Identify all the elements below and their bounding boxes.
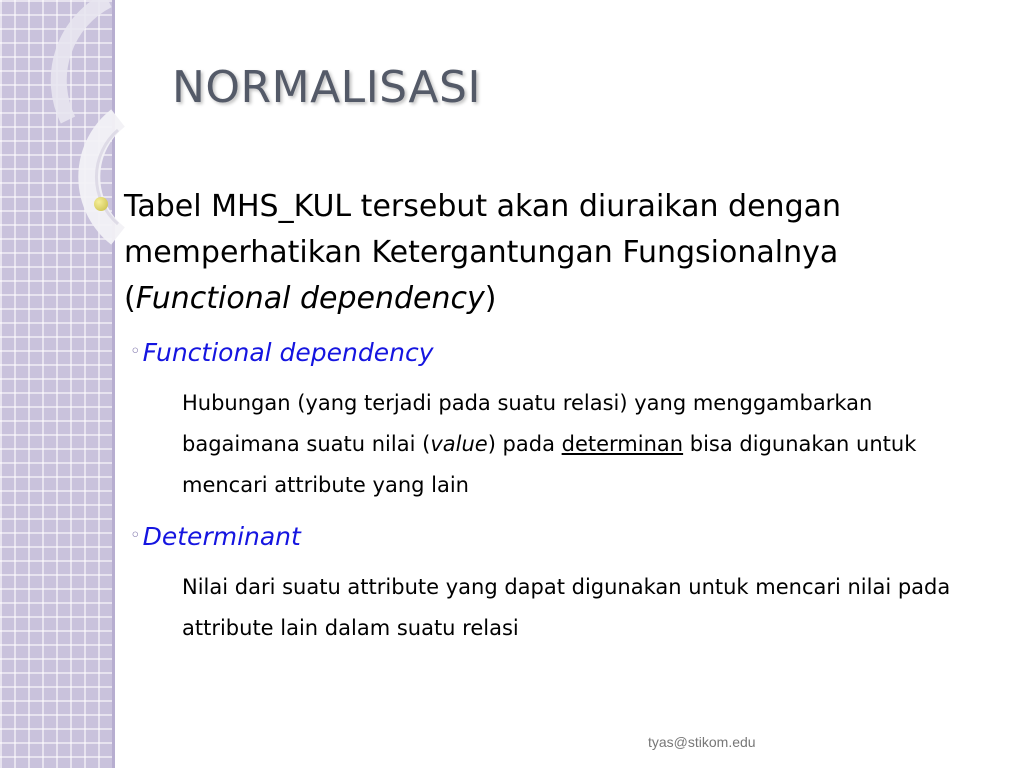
determinant-description: Nilai dari suatu attribute yang dapat digunakan untuk mencari nilai pada attribute lain dalam suatu relasi: [182, 575, 951, 640]
subbullet-heading: Functional dependency: [142, 338, 434, 367]
ring-bullet-icon: ◦: [130, 525, 141, 546]
slide-content: [122, 184, 992, 649]
ring-bullet-icon: ◦: [130, 341, 141, 362]
footer-email: tyas@stikom.edu: [648, 734, 756, 750]
bullet-main: [122, 184, 992, 322]
slide-title: NORMALISASI: [172, 62, 481, 113]
desc-underlined-determinan: determinan: [561, 432, 684, 456]
desc-text-2: ) pada: [487, 432, 562, 456]
subbullet-functional-dependency: [122, 336, 992, 373]
bullet-main-close: ): [484, 281, 497, 316]
bullet-main-text: Tabel MHS_KUL tersebut akan diuraikan dengan memperhatikan Ketergantungan Fungsionalnya (: [124, 189, 842, 316]
ring-decoration-top: [59, 0, 108, 120]
functional-dependency-description: [122, 383, 992, 506]
desc-text-3: bisa digunakan untuk mencari attribute yang lain: [182, 432, 917, 497]
bullet-main-italic: Functional dependency: [135, 281, 485, 316]
desc-italic-value: value: [430, 432, 488, 456]
subbullet-heading: Determinant: [142, 522, 301, 551]
bullet-dot-icon: [94, 197, 108, 211]
desc-text-1: Hubungan (yang terjadi pada suatu relasi) yang menggambarkan bagaimana suatu nilai (: [182, 391, 873, 456]
decorative-rings: [0, 0, 130, 260]
subbullet-determinant: [122, 520, 992, 557]
